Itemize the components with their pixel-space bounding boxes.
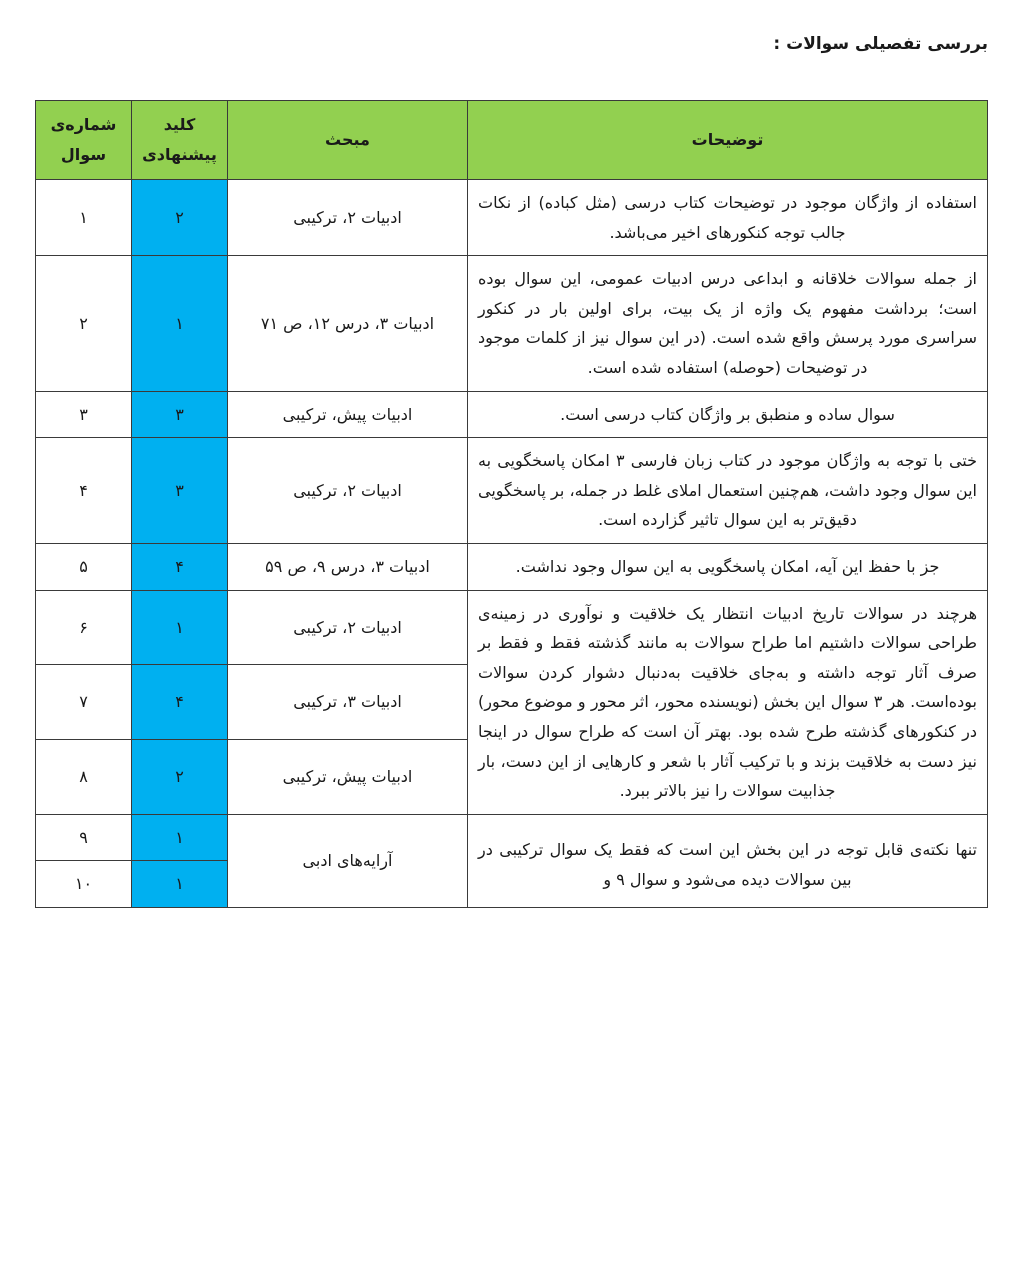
- cell-description-merged: [468, 590, 988, 814]
- table-row: [36, 814, 988, 861]
- cell-key: ۳: [132, 438, 228, 544]
- table-row: [36, 391, 988, 438]
- desc-part-3: آن است که طراح سوال در اینجا نیز دست به خلاقیت بزند و با ترکیب آثار با شعر و کارهایی از این دست، بار جذابیت سوالات را نیز بالاتر ببرد.: [478, 721, 977, 801]
- cell-number: ۲: [36, 256, 132, 391]
- cell-key: ۳: [132, 391, 228, 438]
- cell-key: ۱: [132, 861, 228, 908]
- table-row: [36, 180, 988, 256]
- cell-number: ۶: [36, 590, 132, 665]
- cell-topic: ادبیات ۲، ترکیبی: [228, 438, 468, 544]
- page-title: بررسی تفصیلی سوالات :: [773, 34, 988, 54]
- table-row: [36, 438, 988, 544]
- cell-number: ۱۰: [36, 861, 132, 908]
- cell-topic: ادبیات ۳، درس ۱۲، ص ۷۱: [228, 256, 468, 391]
- cell-key: ۲: [132, 739, 228, 814]
- cell-number: ۳: [36, 391, 132, 438]
- cell-key: ۴: [132, 665, 228, 740]
- question-analysis-table: [35, 100, 988, 908]
- cell-description: از جمله سوالات خلاقانه و ابداعی درس ادبیات عمومی، این سوال بوده است؛ برداشت مفهوم یک واژه از یک بیت، برای اولین بار در کنکور سراسری مورد پرسش واقع شده است. (در این سوال نیز از کلمات موجود در توضیحات (حوصله) استفاده شده است.: [468, 256, 988, 391]
- cell-description: ختی با توجه به واژگان موجود در کتاب زبان فارسی ۳ امکان پاسخگویی به این سوال وجود داشت، هم‌چنین استعمال املای غلط در جمله، بر پاسخگویی دقیق‌تر به این سوال تاثیر گزارده است.: [468, 438, 988, 544]
- column-header-description: توضیحات: [468, 101, 988, 180]
- cell-topic: ادبیات ۳، ترکیبی: [228, 665, 468, 740]
- cell-number: ۷: [36, 665, 132, 740]
- cell-number: ۵: [36, 543, 132, 590]
- cell-topic-merged: آرایه‌های ادبی: [228, 814, 468, 907]
- desc-part-1: هرچند در سوالات تاریخ ادبیات انتظار یک خلاقیت و نوآوری در زمینه‌ی طراحی سوالات داشتیم اما طراح سوالات به مانند گذشته فقط و فقط بر صرف آثار توجه داشته و به‌جای خلاقیت به‌دنبال دشوار کردن سوالات: [478, 603, 977, 682]
- table-row: [36, 543, 988, 590]
- cell-description-merged: تنها نکته‌ی قابل توجه در این بخش این است که فقط یک سوال ترکیبی در بین سوالات دیده می‌شود و سوال ۹ و: [468, 814, 988, 907]
- table-header-row: [36, 101, 988, 180]
- column-header-number: شماره‌ی سوال: [36, 101, 132, 180]
- desc-part-2: بوده‌است. هر ۳ سوال این بخش (نویسنده محور، اثر محور و موضوع محور) در کنکورهای گذشته طرح شده بود. بهتر: [478, 692, 978, 741]
- cell-topic: ادبیات ۲، ترکیبی: [228, 180, 468, 256]
- cell-number: ۹: [36, 814, 132, 861]
- cell-key: ۲: [132, 180, 228, 256]
- table-header: [36, 101, 988, 180]
- cell-key: ۱: [132, 256, 228, 391]
- column-header-topic: مبحث: [228, 101, 468, 180]
- cell-description: استفاده از واژگان موجود در توضیحات کتاب درسی (مثل کباده) از نکات جالب توجه کنکورهای اخیر می‌باشد.: [468, 180, 988, 256]
- cell-number: ۴: [36, 438, 132, 544]
- column-header-key: کلید پیشنهادی: [132, 101, 228, 180]
- table-body: [36, 180, 988, 908]
- cell-key: ۱: [132, 814, 228, 861]
- cell-topic: ادبیات ۳، درس ۹، ص ۵۹: [228, 543, 468, 590]
- cell-key: ۱: [132, 590, 228, 665]
- cell-topic: ادبیات ۲، ترکیبی: [228, 590, 468, 665]
- cell-description: سوال ساده و منطبق بر واژگان کتاب درسی است.: [468, 391, 988, 438]
- cell-number: ۱: [36, 180, 132, 256]
- cell-description: جز با حفظ این آیه، امکان پاسخگویی به این سوال وجود نداشت.: [468, 543, 988, 590]
- cell-topic: ادبیات پیش، ترکیبی: [228, 739, 468, 814]
- table-row: [36, 590, 988, 665]
- table-row: [36, 256, 988, 391]
- cell-topic: ادبیات پیش، ترکیبی: [228, 391, 468, 438]
- cell-key: ۴: [132, 543, 228, 590]
- cell-number: ۸: [36, 739, 132, 814]
